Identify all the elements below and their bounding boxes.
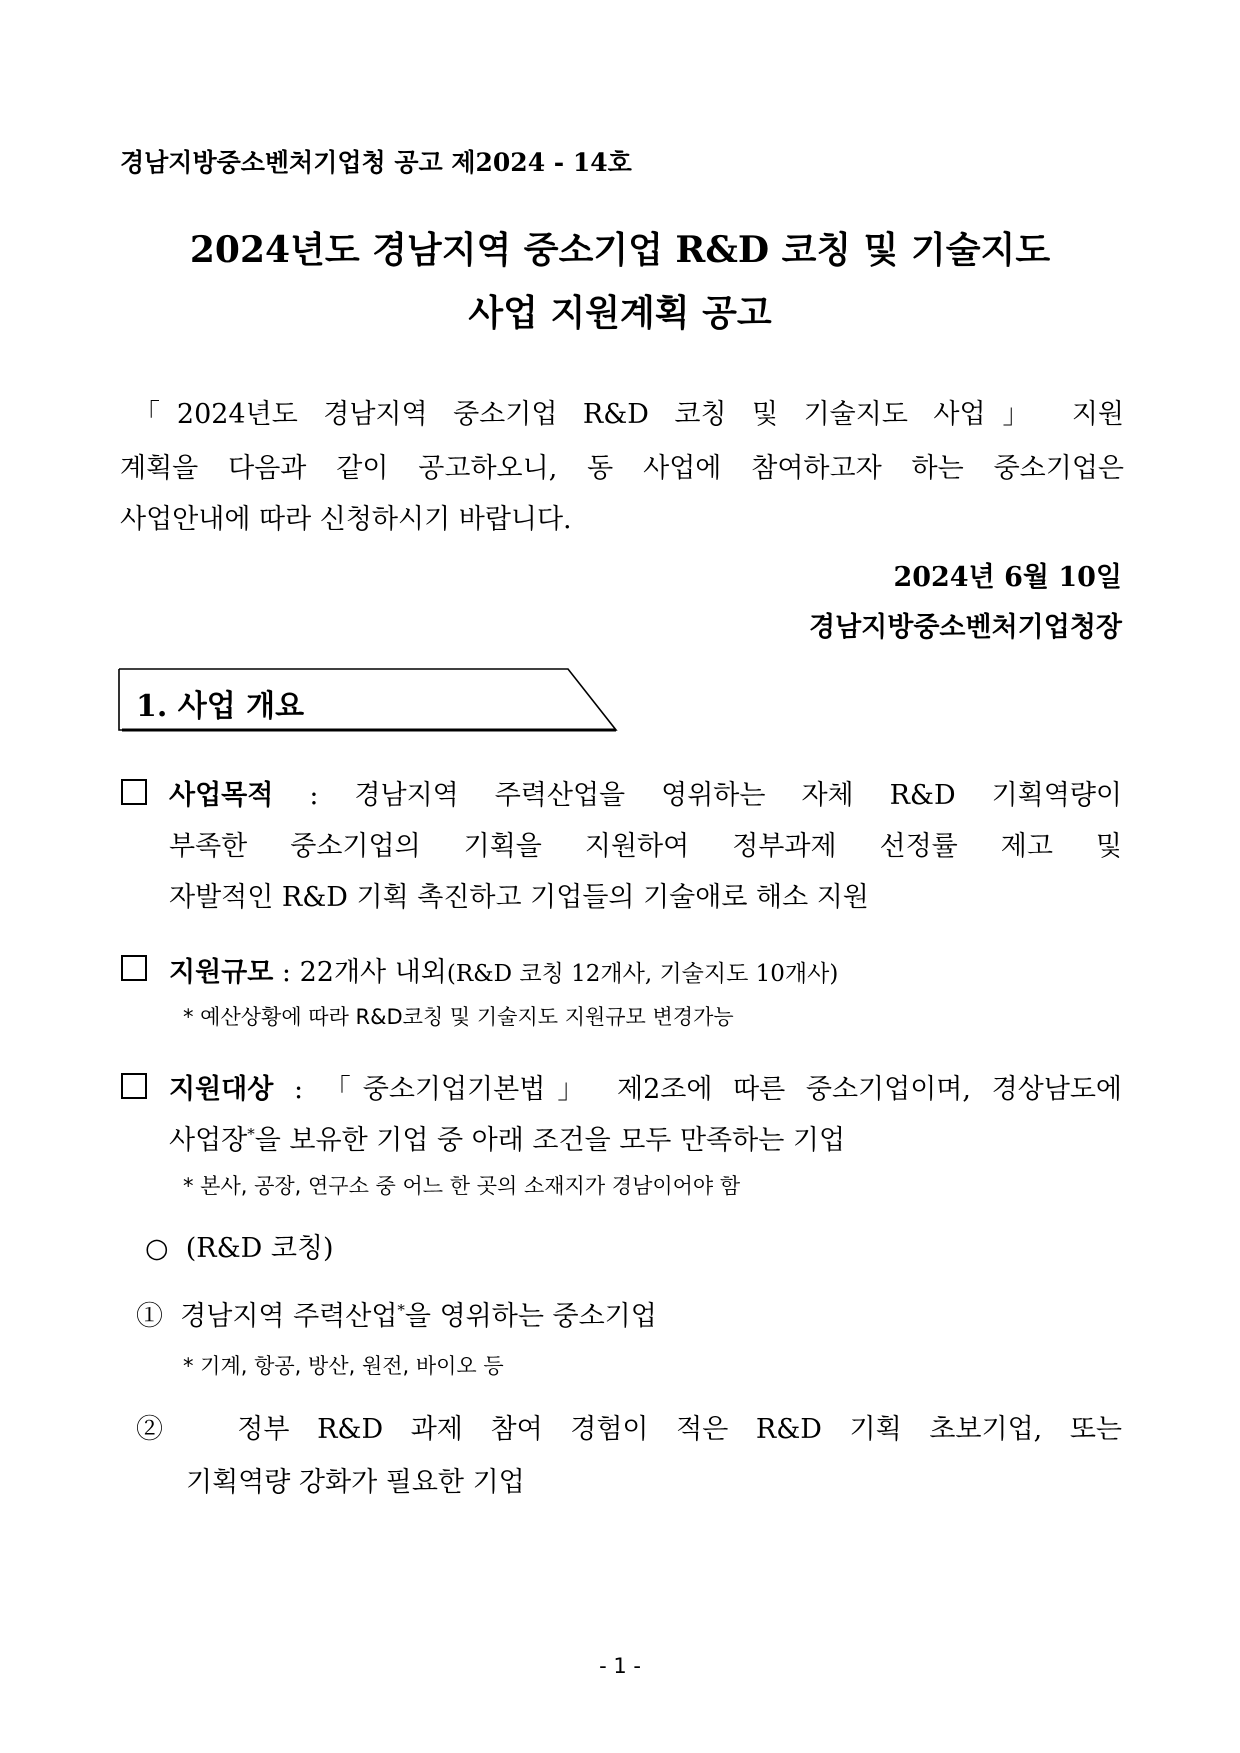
purpose-line2: 부족한 중소기업의 기획을 지원하여 정부과제 선정률 제고 및 <box>169 831 1122 862</box>
target-line1 <box>169 1067 1122 1106</box>
purpose-line3: 자발적인 R&D 기획 촉진하고 기업들의 기술애로 해소 지원 <box>169 882 869 913</box>
issuing-agency: 경남지방중소벤처기업청장 <box>809 612 1122 643</box>
document-title-line1: 2024년도 경남지역 중소기업 R&D 코칭 및 기술지도 <box>189 229 1051 271</box>
scale-line <box>169 950 838 989</box>
coaching-item2-line2: 기획역량 강화가 필요한 기업 <box>186 1467 525 1498</box>
purpose-text: 경남지역 주력산업을 영위하는 자체 R&D 기획역량이 <box>354 780 1122 811</box>
scale-detail: (R&D 코칭 12개사, 기술지도 10개사) <box>446 961 839 987</box>
section-title: 1. 사업 개요 <box>136 689 305 724</box>
scale-label: 지원규모 <box>169 957 274 988</box>
target-label: 지원대상 <box>169 1074 274 1105</box>
target-text-a: 사업장 <box>169 1125 248 1156</box>
coaching-heading-text: (R&D 코칭) <box>185 1233 334 1264</box>
item1-text-a: 경남지역 주력산업 <box>180 1301 398 1332</box>
intro-line3: 사업안내에 따라 신청하시기 바랍니다. <box>120 504 572 535</box>
notice-date: 2024년 6월 10일 <box>893 562 1122 593</box>
item1-text-b: 을 영위하는 중소기업 <box>404 1301 657 1332</box>
coaching-heading <box>145 1226 334 1265</box>
checkbox-scale <box>121 955 147 981</box>
purpose-separator: : <box>273 780 355 811</box>
footnote-mark: * <box>397 1301 405 1319</box>
footnote-mark: * <box>247 1125 255 1143</box>
target-note: * 본사, 공장, 연구소 중 어느 한 곳의 소재지가 경남이어야 함 <box>183 1174 741 1198</box>
intro-line1: 「2024년도 경남지역 중소기업 R&D 코칭 및 기술지도 사업」 지원 <box>133 399 1124 430</box>
circle-bullet-icon: ○ <box>145 1233 169 1264</box>
item2-number: ② <box>136 1414 183 1445</box>
purpose-line1 <box>169 773 1122 812</box>
target-text: 「중소기업기본법」 제2조에 따른 중소기업이며, 경상남도에 <box>323 1074 1122 1105</box>
page-number: - 1 - <box>599 1654 641 1678</box>
scale-text: 22개사 내외 <box>299 957 447 988</box>
scale-separator: : <box>273 957 300 988</box>
target-separator: : <box>273 1074 324 1105</box>
item1-number: ① <box>136 1301 163 1332</box>
notice-number: 경남지방중소벤처기업청 공고 제2024 - 14호 <box>120 148 632 177</box>
target-text-b: 을 보유한 기업 중 아래 조건을 모두 만족하는 기업 <box>254 1125 846 1156</box>
coaching-item2-line1 <box>136 1407 1122 1446</box>
checkbox-purpose <box>121 779 147 805</box>
coaching-item1 <box>136 1294 657 1333</box>
document-title-line2: 사업 지원계획 공고 <box>468 292 772 334</box>
item2-text: 정부 R&D 과제 참여 경험이 적은 R&D 기획 초보기업, 또는 <box>237 1414 1123 1445</box>
target-line2 <box>169 1118 845 1157</box>
purpose-label: 사업목적 <box>169 780 274 811</box>
intro-line2: 계획을 다음과 같이 공고하오니, 동 사업에 참여하고자 하는 중소기업은 <box>120 453 1124 484</box>
checkbox-target <box>121 1073 147 1099</box>
scale-note: * 예산상황에 따라 R&D코칭 및 기술지도 지원규모 변경가능 <box>183 1005 734 1029</box>
item1-note: * 기계, 항공, 방산, 원전, 바이오 등 <box>183 1354 504 1378</box>
